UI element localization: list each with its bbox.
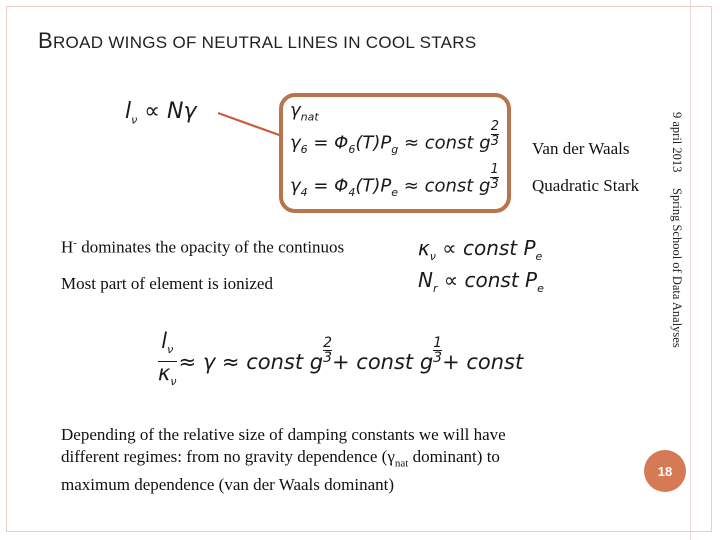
g4-tp: (T)P	[355, 175, 392, 197]
g4-lhs: γ	[290, 175, 301, 197]
h-minus-sup: -	[73, 237, 77, 249]
nr-p-sub: e	[537, 282, 544, 295]
kappa-rest: ∝ const P	[435, 236, 536, 260]
paragraph-line-2	[61, 446, 601, 474]
g6-tp: (T)P	[355, 132, 392, 154]
l-proportional: ∝ Nγ	[137, 99, 197, 124]
h-minus-text: dominates the opacity of the continuos	[76, 237, 345, 257]
ratio-exp1-den: 3	[323, 350, 332, 367]
gamma4-formula	[290, 162, 499, 201]
h-symbol: H	[61, 237, 74, 257]
l-symbol: l	[125, 99, 132, 124]
g6-phi: = Φ	[307, 132, 349, 154]
kappa-symbol: κ	[418, 236, 430, 260]
ratio-exp1-num: 2	[323, 335, 332, 352]
nr-symbol: N	[418, 268, 433, 292]
g4-phi-sub: 4	[348, 186, 356, 200]
kappa-formula	[418, 236, 542, 263]
ratio-fraction	[158, 330, 177, 393]
paragraph-gamma-sub: nat	[394, 457, 409, 470]
kappa-p-sub: e	[535, 250, 543, 263]
ionized-statement: Most part of element is ionized	[61, 274, 273, 293]
ratio-formula	[158, 330, 523, 393]
van-der-waals-label: Van der Waals	[532, 139, 630, 158]
damping-regimes-paragraph	[61, 424, 601, 496]
side-event: Spring School of Data Analyses	[670, 188, 684, 348]
nr-sub: r	[432, 282, 438, 295]
gamma-nat	[290, 100, 319, 124]
paragraph-line-1: Depending of the relative size of damping constants we will have	[61, 425, 506, 444]
g4-p-sub: e	[391, 186, 399, 200]
gamma6-formula	[290, 119, 499, 158]
paragraph-line-3: maximum dependence (van der Waals dominant)	[61, 475, 395, 495]
nr-rest: ∝ const P	[437, 268, 538, 292]
gamma-nat-subscript: nat	[300, 110, 319, 124]
g6-phi-sub: 6	[348, 143, 356, 157]
ratio-l-sub: ν	[167, 343, 174, 357]
paragraph-line-2b: dominant) to	[408, 447, 500, 466]
ratio-denominator	[158, 362, 177, 393]
paragraph-line-2a: different regimes: from no gravity dependence (γ	[61, 447, 395, 466]
ratio-part1: ≈ γ ≈ const g	[178, 349, 324, 374]
g4-phi: = Φ	[307, 175, 349, 197]
ratio-exp2	[433, 336, 442, 365]
ratio-kappa: κ	[158, 361, 171, 386]
g4-exp-den: 3	[490, 177, 499, 192]
g4-sub: 4	[300, 186, 308, 200]
ratio-part3: + const	[442, 349, 524, 374]
g6-approx: ≈ const g	[398, 132, 491, 154]
ratio-exp2-num: 1	[433, 335, 443, 352]
ratio-exp2-den: 3	[433, 350, 443, 367]
g6-exp-num: 2	[490, 119, 499, 134]
g4-exp-num: 1	[490, 162, 499, 177]
g6-exp-den: 3	[490, 134, 499, 149]
g4-approx: ≈ const g	[398, 175, 491, 197]
g6-p-sub: g	[391, 143, 399, 157]
ratio-kappa-sub: ν	[170, 375, 177, 389]
title-initial: B	[38, 28, 53, 53]
nr-formula	[418, 268, 544, 295]
g6-exponent	[491, 120, 499, 149]
side-date: 9 april 2013	[670, 112, 684, 173]
g6-lhs: γ	[290, 132, 301, 154]
page-number-badge: 18	[644, 450, 686, 492]
ratio-exp1	[323, 336, 332, 365]
ratio-numerator	[161, 330, 173, 361]
title-rest: ROAD WINGS OF NEUTRAL LINES IN COOL STARS	[52, 33, 477, 52]
g6-sub: 6	[300, 143, 308, 157]
kappa-sub: ν	[429, 250, 436, 263]
ratio-l: l	[161, 329, 168, 353]
ratio-part2: + const g	[332, 349, 434, 374]
gamma-symbol: γ	[290, 100, 301, 121]
l-subscript: ν	[131, 113, 138, 127]
quadratic-stark-label: Quadratic Stark	[532, 176, 640, 195]
h-minus-statement	[61, 237, 344, 258]
g4-exponent	[490, 163, 498, 192]
